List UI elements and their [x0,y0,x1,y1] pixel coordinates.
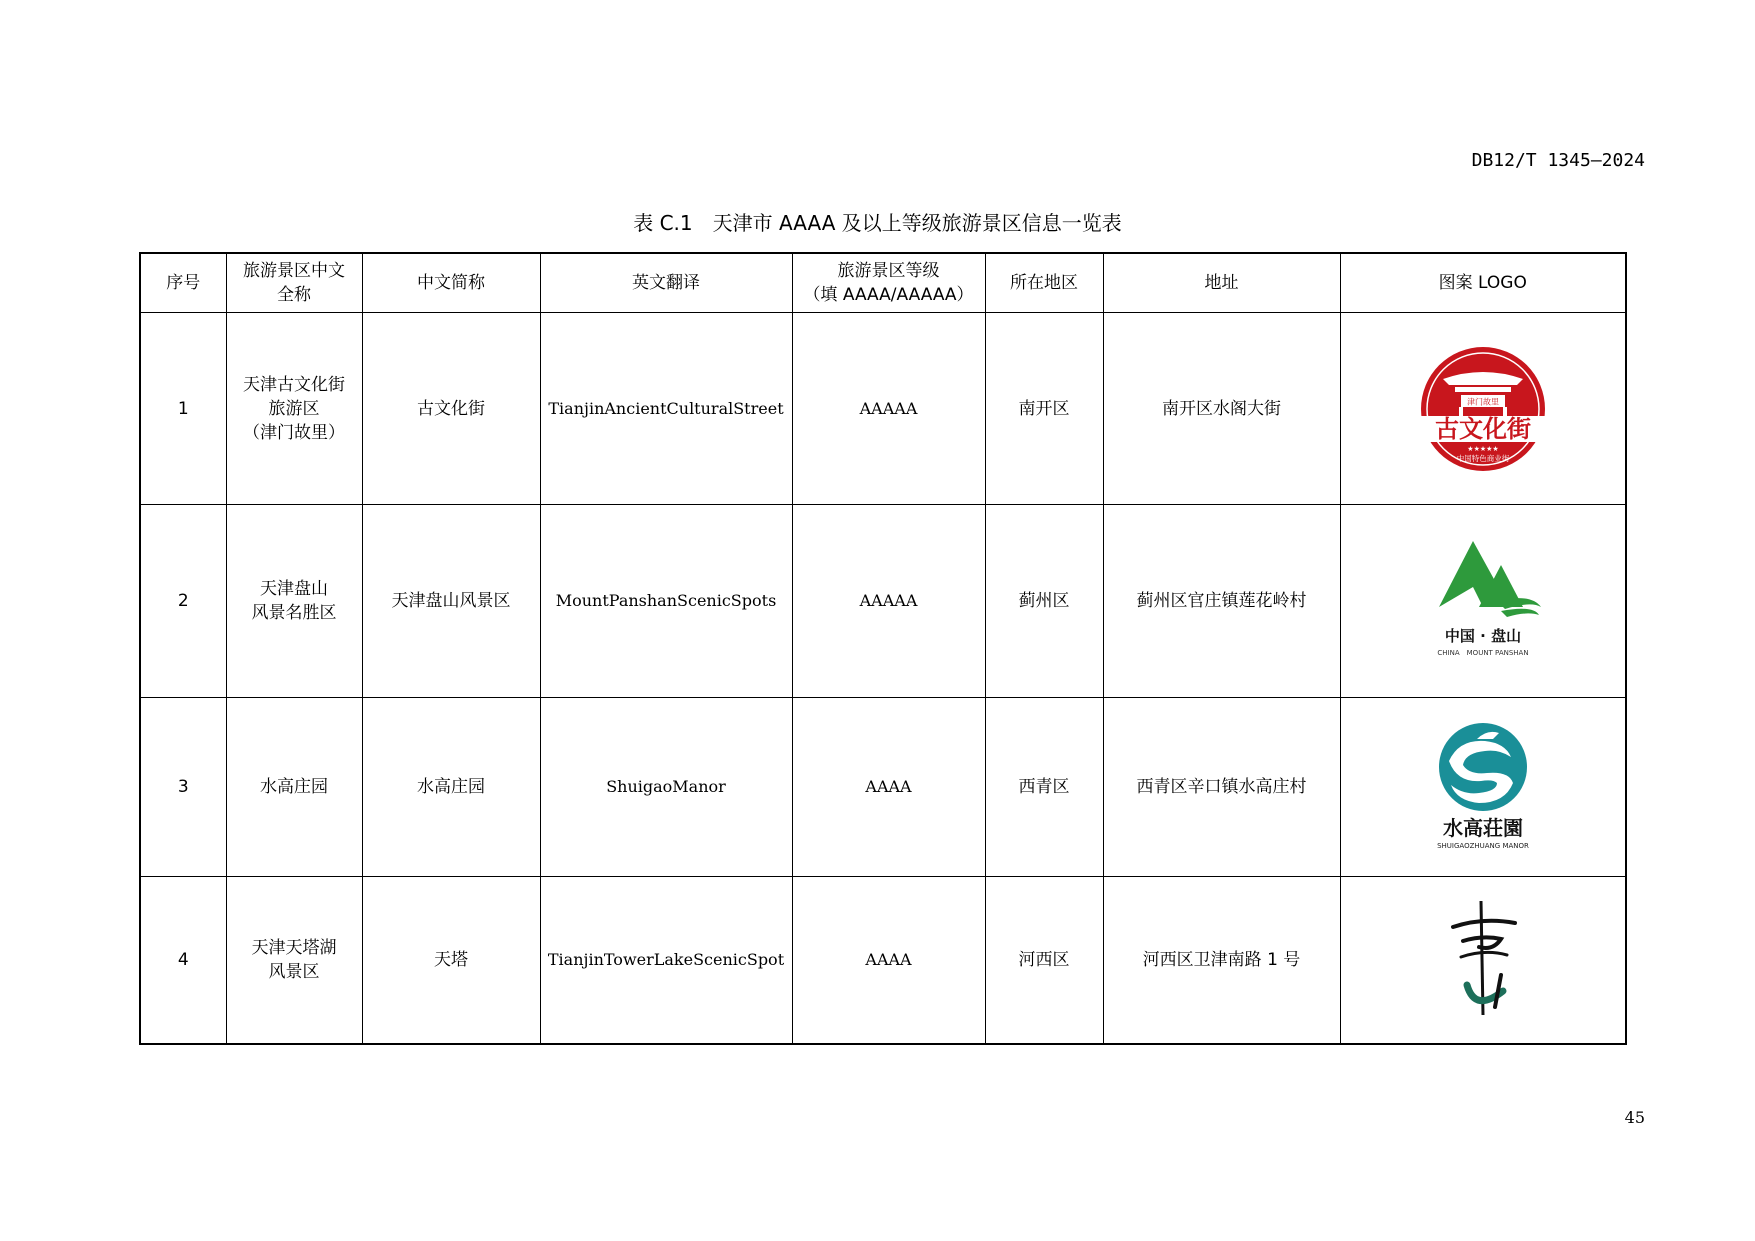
column-header-district: 所在地区 [985,253,1103,313]
table-row [140,313,1626,505]
teal-dragon-swirl-logo-icon [1413,717,1553,857]
table-row [140,698,1626,877]
document-code: DB12/T 1345—2024 [1471,150,1645,171]
logo-sub-text: SHUIGAOZHUANG MANOR [1436,842,1529,850]
page-number: 45 [1624,1108,1645,1127]
tower-calligraphy-logo-icon [1423,895,1543,1025]
cell-logo [1340,505,1626,698]
cell-level: AAAAA [792,505,985,698]
cell-no: 3 [140,698,226,877]
table-title: 表 C.1 天津市 AAAA 及以上等级旅游景区信息一览表 [633,211,1122,235]
cell-level: AAAA [792,877,985,1044]
logo-main-text: 水高荘園 [1442,816,1523,840]
cell-short-name: 水高庄园 [362,698,540,877]
cell-no: 4 [140,877,226,1044]
logo-main-text: 中国 · 盘山 [1444,627,1521,645]
table-row [140,877,1626,1044]
cell-logo [1340,877,1626,1044]
cell-district: 河西区 [985,877,1103,1044]
svg-text:★★★★★: ★★★★★ [1467,444,1499,453]
cell-district: 蓟州区 [985,505,1103,698]
cell-english: TianjinTowerLakeScenicSpot [540,877,792,1044]
table-row [140,505,1626,698]
cell-district: 南开区 [985,313,1103,505]
logo-bottom-text: 中国特色商业街 [1456,453,1509,463]
cell-english: MountPanshanScenicSpots [540,505,792,698]
column-header-no: 序号 [140,253,226,313]
column-header-level: 旅游景区等级 （填 AAAA/AAAAA） [792,253,985,313]
cell-no: 2 [140,505,226,698]
cell-full-name: 天津古文化街 旅游区 （津门故里） [226,313,362,505]
cell-short-name: 天塔 [362,877,540,1044]
cell-level: AAAA [792,698,985,877]
cell-level: AAAAA [792,313,985,505]
cell-address: 西青区辛口镇水高庄村 [1103,698,1340,877]
cell-full-name: 天津天塔湖 风景区 [226,877,362,1044]
column-header-full-name: 旅游景区中文 全称 [226,253,362,313]
cell-address: 蓟州区官庄镇莲花岭村 [1103,505,1340,698]
logo-sub-text: CHINA MOUNT PANSHAN [1437,649,1529,657]
cell-address: 河西区卫津南路 1 号 [1103,877,1340,1044]
cell-short-name: 天津盘山风景区 [362,505,540,698]
column-header-english: 英文翻译 [540,253,792,313]
red-round-gate-logo-icon [1413,339,1553,479]
cell-english: ShuigaoManor [540,698,792,877]
column-header-logo: 图案 LOGO [1340,253,1626,313]
cell-address: 南开区水阁大街 [1103,313,1340,505]
cell-full-name: 水高庄园 [226,698,362,877]
cell-district: 西青区 [985,698,1103,877]
cell-short-name: 古文化街 [362,313,540,505]
column-header-address: 地址 [1103,253,1340,313]
cell-logo [1340,313,1626,505]
column-header-short-name: 中文简称 [362,253,540,313]
green-mountain-logo-icon [1413,531,1553,671]
scenic-spot-table [139,252,1627,1045]
cell-english: TianjinAncientCulturalStreet [540,313,792,505]
logo-main-text: 古文化街 [1434,414,1531,443]
cell-full-name: 天津盘山 风景名胜区 [226,505,362,698]
cell-logo [1340,698,1626,877]
cell-no: 1 [140,313,226,505]
table-header-row [140,253,1626,313]
logo-top-text: 津门故里 [1466,397,1499,406]
